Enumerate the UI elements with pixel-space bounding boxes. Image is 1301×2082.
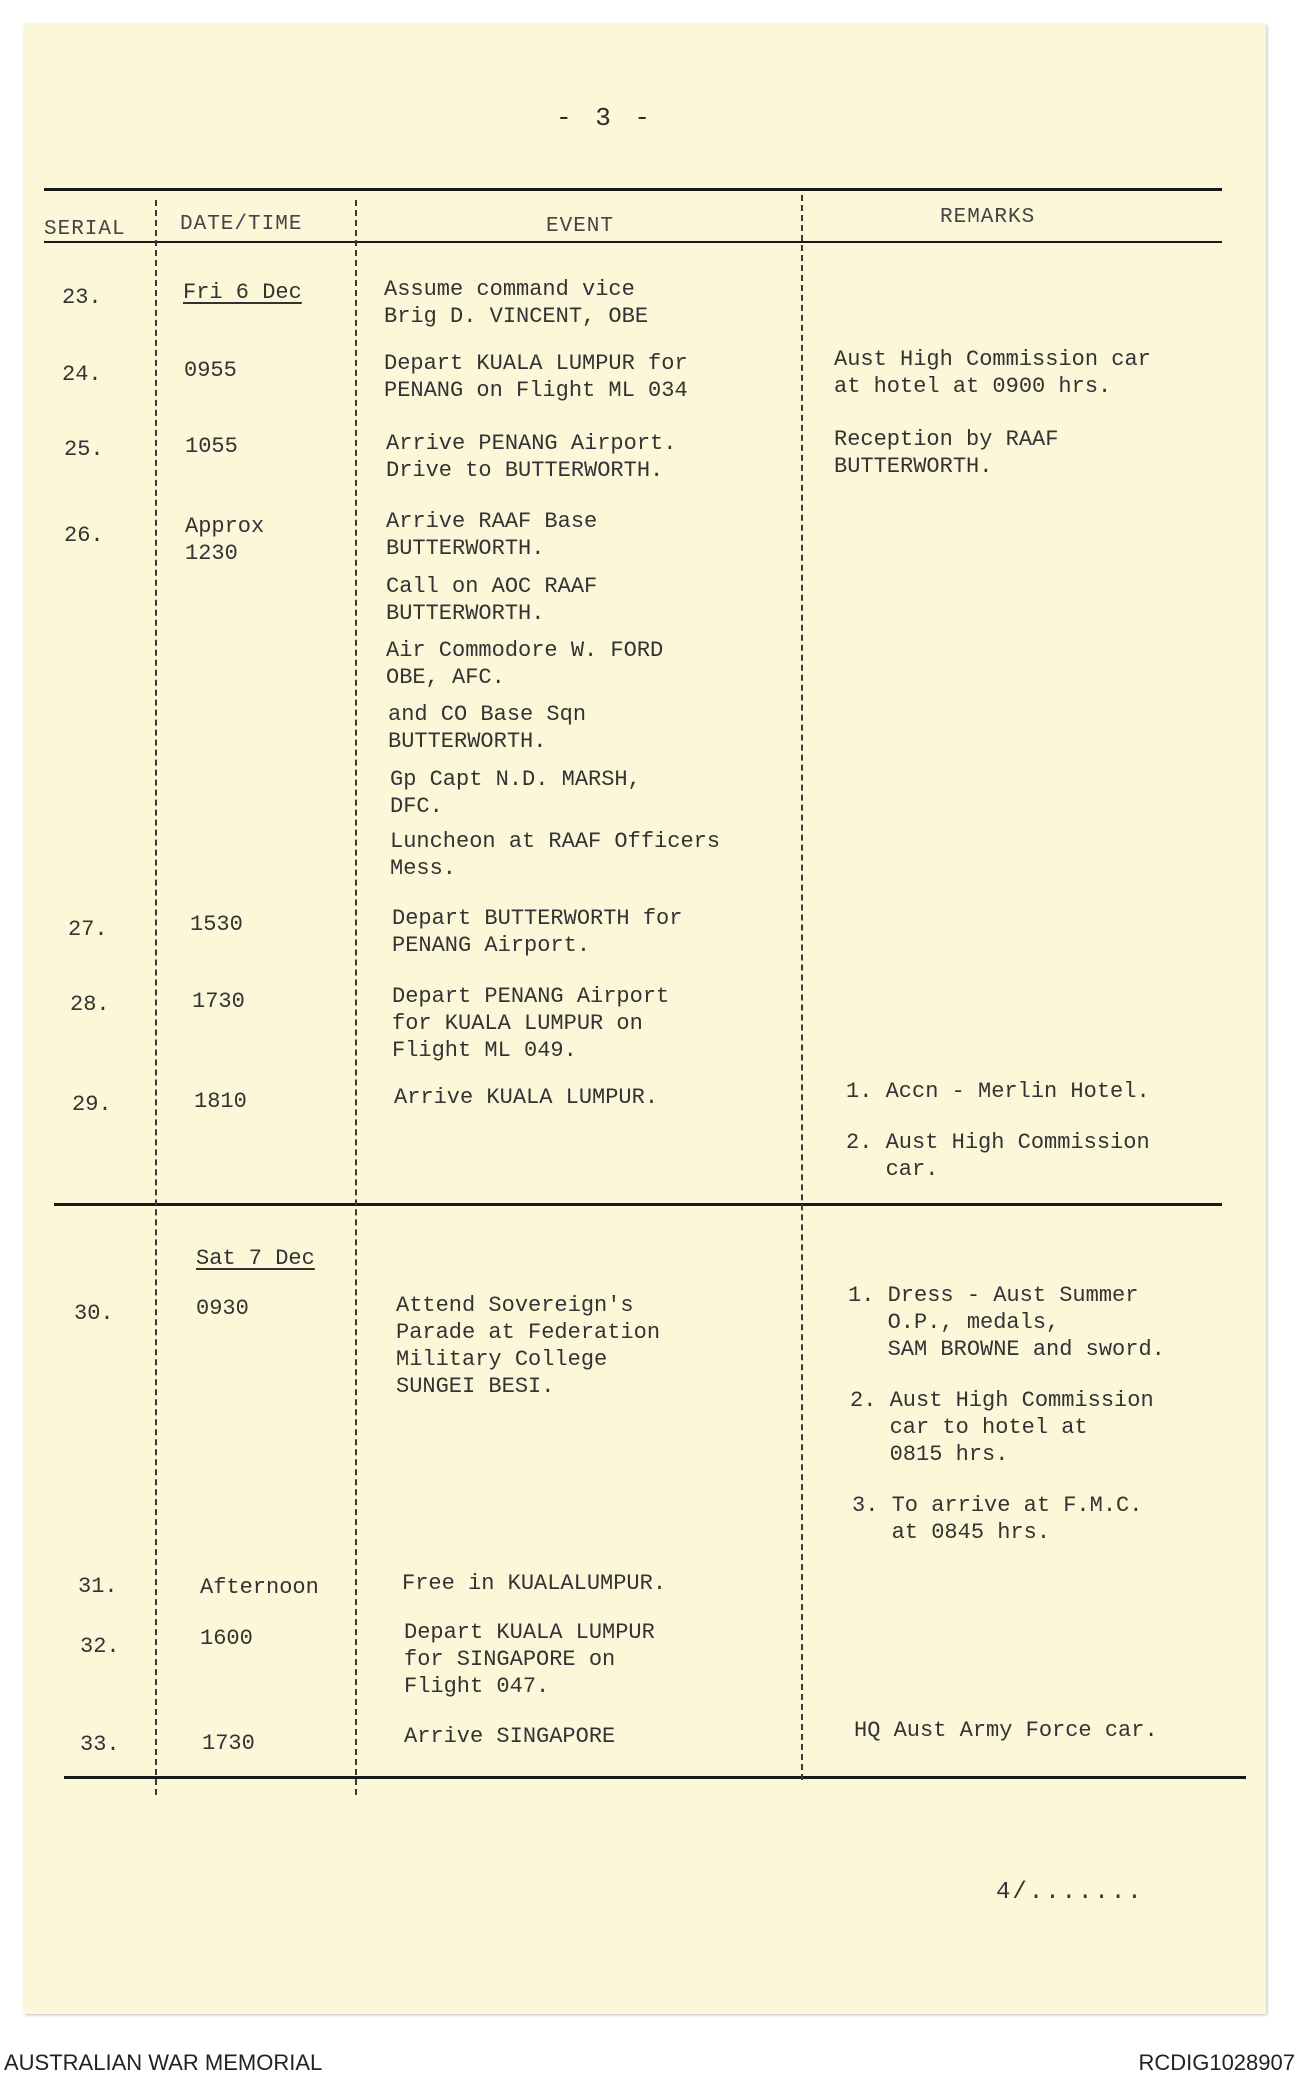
remarks-cell: Reception by RAAF BUTTERWORTH. [834,427,1059,479]
event-cell: and CO Base Sqn BUTTERWORTH. [388,702,587,754]
time-cell: 0930 [196,1296,249,1321]
header-bottom-rule [44,241,1222,243]
serial-cell: 24. [62,362,102,387]
remarks-cell: HQ Aust Army Force car. [854,1718,1158,1743]
event-cell: Luncheon at RAAF Officers Mess. [390,829,721,881]
archive-footer-left: AUSTRALIAN WAR MEMORIAL [4,2050,323,2075]
column-divider-1 [155,200,157,1795]
time-cell: 1055 [185,434,238,459]
event-cell: Attend Sovereign's Parade at Federation Military College SUNGEI BESI. [396,1293,661,1399]
serial-cell: 33. [80,1732,120,1757]
date-cell: Fri 6 Dec [183,280,302,305]
column-divider-2 [355,200,357,1795]
remarks-cell: Aust High Commission car at hotel at 0900 hrs. [834,347,1151,399]
time-cell: 0955 [184,358,237,383]
time-cell: 1600 [200,1626,253,1651]
event-cell: Free in KUALALUMPUR. [402,1571,667,1596]
event-cell: Arrive RAAF Base BUTTERWORTH. [386,509,598,561]
event-cell: Arrive PENANG Airport. Drive to BUTTERWORTH. [386,431,677,483]
event-cell: Air Commodore W. FORD OBE, AFC. [386,638,664,690]
remarks-cell: 2. Aust High Commission car to hotel at 0815 hrs. [850,1388,1154,1467]
archive-footer-right: RCDIG1028907 [1138,2050,1295,2075]
event-cell: Depart KUALA LUMPUR for PENANG on Flight ML 034 [384,351,688,403]
continuation-marker: 4/....... [996,1879,1144,1906]
event-cell: Arrive SINGAPORE [404,1724,616,1749]
time-cell: 1810 [194,1089,247,1114]
serial-cell: 31. [78,1574,118,1599]
remarks-cell: 1. Accn - Merlin Hotel. [846,1079,1150,1104]
event-cell: Depart PENANG Airport for KUALA LUMPUR on Flight ML 049. [392,984,670,1063]
event-cell: Call on AOC RAAF BUTTERWORTH. [386,574,598,626]
header-datetime: DATE/TIME [180,213,303,236]
serial-cell: 29. [72,1092,112,1117]
header-serial: SERIAL [44,218,126,241]
event-cell: Depart KUALA LUMPUR for SINGAPORE on Flight 047. [404,1620,655,1699]
table-bottom-rule [64,1776,1246,1779]
serial-cell: 23. [62,285,102,310]
serial-cell: 27. [68,917,108,942]
serial-cell: 28. [70,992,110,1017]
serial-cell: 32. [80,1634,120,1659]
section-divider-rule [54,1203,1222,1206]
event-cell: Depart BUTTERWORTH for PENANG Airport. [392,906,683,958]
table-top-rule [44,188,1222,191]
time-cell: 1730 [202,1731,255,1756]
remarks-cell: 3. To arrive at F.M.C. at 0845 hrs. [852,1493,1143,1545]
event-cell: Gp Capt N.D. MARSH, DFC. [390,767,641,819]
time-cell: Afternoon [200,1575,319,1600]
serial-cell: 25. [64,437,104,462]
header-event: EVENT [546,215,615,238]
time-cell: Approx 1230 [185,514,265,566]
column-divider-3 [801,195,803,1780]
time-cell: 1530 [190,912,243,937]
event-cell: Assume command vice Brig D. VINCENT, OBE [384,277,649,329]
page-number: - 3 - [555,103,654,133]
serial-cell: 30. [74,1301,114,1326]
remarks-cell: 2. Aust High Commission car. [846,1130,1150,1182]
event-cell: Arrive KUALA LUMPUR. [394,1085,659,1110]
remarks-cell: 1. Dress - Aust Summer O.P., medals, SAM BROWNE and sword. [848,1283,1165,1362]
serial-cell: 26. [64,523,104,548]
date-cell: Sat 7 Dec [196,1246,315,1271]
header-remarks: REMARKS [940,206,1036,229]
time-cell: 1730 [192,989,245,1014]
